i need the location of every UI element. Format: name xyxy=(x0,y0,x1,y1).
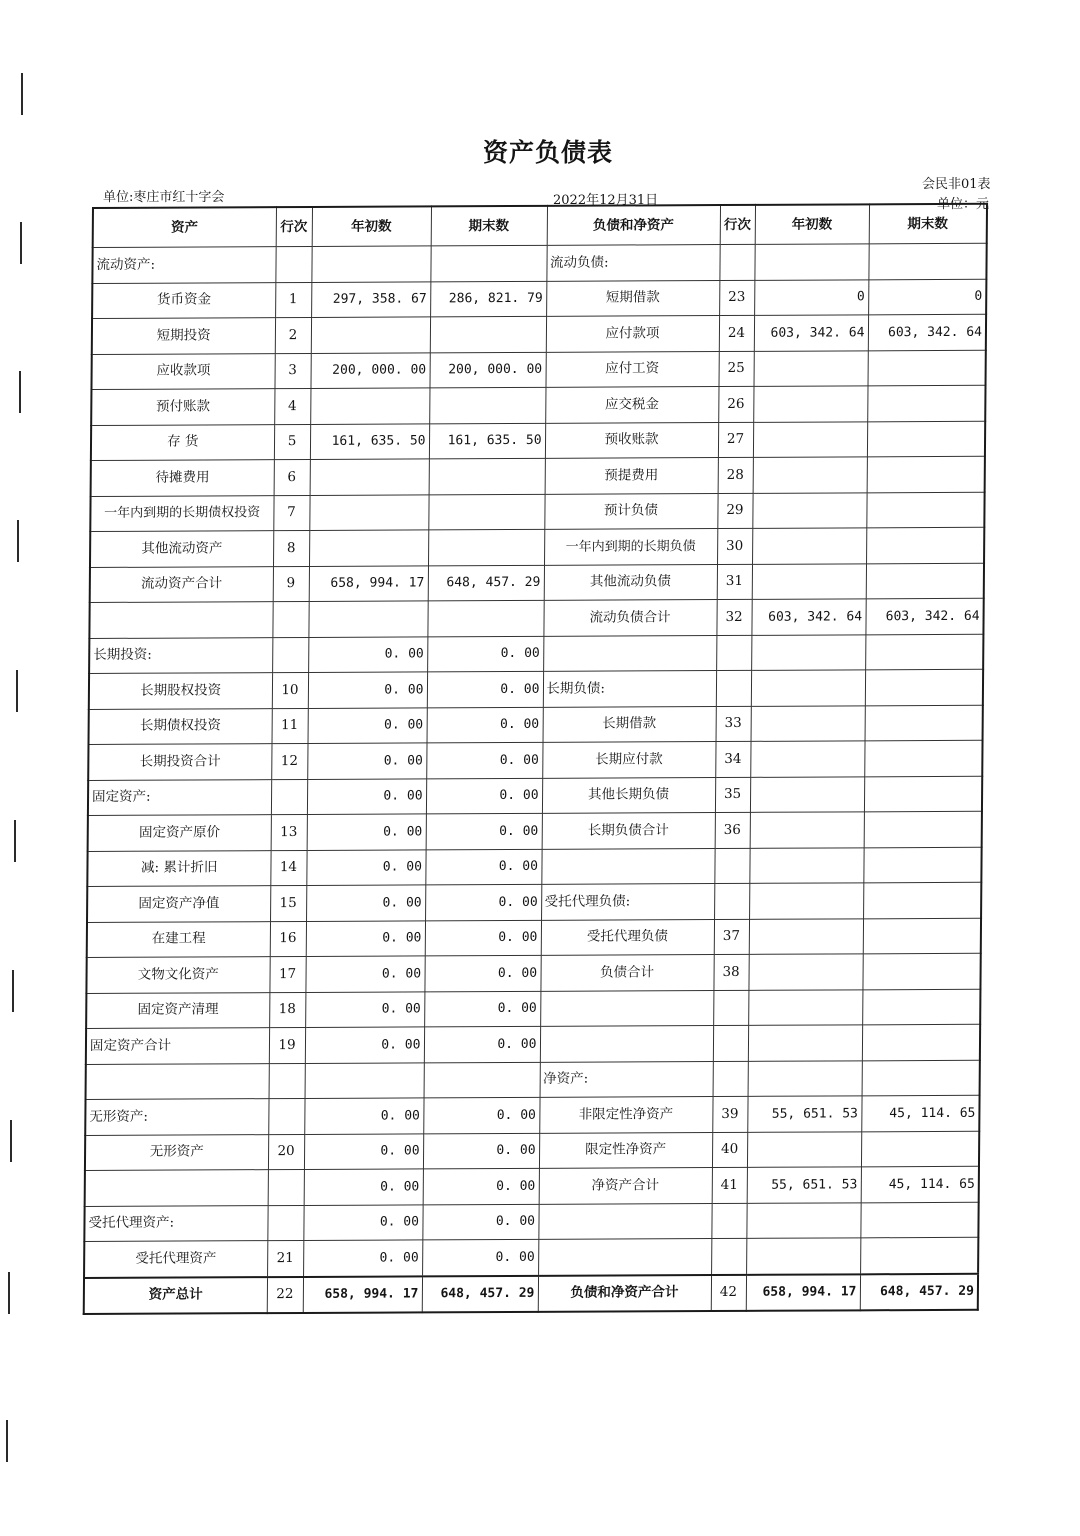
liability-name: 受托代理负债: xyxy=(541,884,714,920)
asset-begin-amount: 0. 00 xyxy=(306,920,425,956)
liability-begin-amount xyxy=(746,1238,860,1275)
liability-row-no: 27 xyxy=(718,422,753,458)
asset-name: 流动资产合计 xyxy=(90,566,273,602)
col-header-liability: 负债和净资产 xyxy=(547,205,720,245)
asset-end-amount: 0. 00 xyxy=(425,849,541,885)
liability-name: 预计负债 xyxy=(544,493,717,529)
table-row xyxy=(92,243,986,283)
liability-name: 预提费用 xyxy=(545,458,718,494)
liability-name: 受托代理负债 xyxy=(541,919,714,955)
table-row xyxy=(91,385,985,425)
liability-begin-amount xyxy=(748,989,862,1025)
col-header-row-no: 行次 xyxy=(276,207,312,247)
asset-end-amount: 0. 00 xyxy=(426,778,542,814)
liability-end-amount xyxy=(863,882,981,918)
liability-row-no xyxy=(713,1061,748,1097)
liability-name: 其他流动负债 xyxy=(544,564,717,600)
liability-name: 净资产合计 xyxy=(539,1168,712,1204)
asset-row-no: 20 xyxy=(268,1134,304,1170)
currency-unit: 单位：元 xyxy=(937,197,990,212)
asset-end-amount: 0. 00 xyxy=(422,1204,538,1240)
liability-end-amount xyxy=(868,350,986,386)
liability-row-no: 33 xyxy=(716,706,751,742)
asset-end-amount: 161, 635. 50 xyxy=(429,423,545,459)
asset-end-amount: 200, 000. 00 xyxy=(429,352,545,388)
asset-row-no: 19 xyxy=(269,1027,305,1063)
liability-begin-amount xyxy=(754,350,868,386)
asset-begin-amount: 0. 00 xyxy=(306,849,425,885)
liability-end-amount xyxy=(864,811,982,847)
asset-name xyxy=(85,1170,268,1206)
table-row xyxy=(89,634,983,674)
liability-name xyxy=(543,635,716,671)
binding-mark xyxy=(19,371,21,413)
liability-row-no xyxy=(714,883,749,919)
asset-begin-amount xyxy=(310,388,429,424)
liability-end-amount xyxy=(860,1202,978,1238)
liability-begin-amount xyxy=(753,421,867,457)
asset-row-no: 15 xyxy=(270,885,306,921)
liability-name: 流动负债: xyxy=(546,245,719,281)
liability-end-amount xyxy=(866,563,984,599)
asset-begin-amount: 0. 00 xyxy=(306,885,425,921)
binding-mark xyxy=(17,520,19,562)
col-header-asset: 资产 xyxy=(93,207,276,247)
asset-end-amount: 0. 00 xyxy=(423,1133,539,1169)
asset-begin-amount: 0. 00 xyxy=(305,1027,424,1063)
asset-begin-amount: 0. 00 xyxy=(307,814,426,850)
asset-row-no: 18 xyxy=(269,992,305,1028)
liability-end-amount xyxy=(862,1024,980,1060)
asset-end-amount: 0. 00 xyxy=(426,742,542,778)
asset-name: 长期投资: xyxy=(89,637,272,673)
liability-name xyxy=(538,1239,711,1276)
asset-name: 固定资产合计 xyxy=(86,1028,269,1064)
asset-begin-amount: 0. 00 xyxy=(308,707,427,743)
liability-begin-amount: 55, 651. 53 xyxy=(747,1096,861,1132)
col-header-begin: 年初数 xyxy=(312,206,431,246)
liability-row-no: 23 xyxy=(719,280,754,316)
asset-end-amount: 0. 00 xyxy=(424,1026,540,1062)
liability-name: 负债和净资产合计 xyxy=(538,1275,711,1312)
binding-mark xyxy=(16,670,18,712)
asset-name: 一年内到期的长期债权投资 xyxy=(90,495,273,531)
liability-row-no: 41 xyxy=(712,1167,747,1203)
liability-begin-amount xyxy=(748,954,862,990)
asset-end-amount: 0. 00 xyxy=(426,813,542,849)
liability-end-amount xyxy=(866,492,984,528)
table-row xyxy=(90,492,984,532)
asset-name: 预付账款 xyxy=(91,389,274,425)
asset-begin-amount: 0. 00 xyxy=(305,956,424,992)
asset-row-no: 14 xyxy=(270,850,306,886)
liability-begin-amount xyxy=(751,670,865,706)
binding-mark xyxy=(14,820,16,862)
liability-name: 净资产: xyxy=(540,1061,713,1097)
balance-sheet-table xyxy=(83,203,988,1315)
asset-row-no: 4 xyxy=(274,388,310,424)
asset-name: 无形资产 xyxy=(85,1134,268,1170)
asset-name: 无形资产: xyxy=(85,1099,268,1135)
asset-row-no: 13 xyxy=(271,814,307,850)
table-row xyxy=(86,1060,980,1100)
asset-row-no: 10 xyxy=(272,672,308,708)
liability-row-no: 24 xyxy=(719,315,754,351)
liability-name: 长期借款 xyxy=(543,706,716,742)
liability-begin-amount xyxy=(748,1060,862,1096)
asset-begin-amount: 0. 00 xyxy=(304,1133,423,1169)
liability-end-amount xyxy=(864,776,982,812)
asset-name: 长期股权投资 xyxy=(89,673,272,709)
liability-end-amount xyxy=(864,740,982,776)
table-row xyxy=(87,847,981,887)
asset-begin-amount: 0. 00 xyxy=(307,778,426,814)
asset-name: 固定资产净值 xyxy=(87,886,270,922)
asset-name: 文物文化资产 xyxy=(86,957,269,993)
asset-end-amount xyxy=(427,600,543,636)
liability-end-amount xyxy=(867,456,985,492)
liability-row-no xyxy=(716,635,751,671)
asset-begin-amount: 658, 994. 17 xyxy=(303,1276,422,1313)
liability-row-no: 35 xyxy=(715,777,750,813)
asset-end-amount: 0. 00 xyxy=(427,671,543,707)
asset-end-amount: 0. 00 xyxy=(424,955,540,991)
liability-row-no: 32 xyxy=(716,599,751,635)
liability-name: 预收账款 xyxy=(545,422,718,458)
asset-row-no: 7 xyxy=(273,495,309,531)
asset-begin-amount xyxy=(309,494,428,530)
asset-begin-amount xyxy=(311,246,430,282)
liability-end-amount xyxy=(866,527,984,563)
asset-begin-amount: 0. 00 xyxy=(305,991,424,1027)
table-row xyxy=(86,953,980,993)
asset-row-no: 9 xyxy=(273,566,309,602)
binding-mark xyxy=(20,222,22,264)
asset-begin-amount: 0. 00 xyxy=(304,1169,423,1205)
asset-end-amount xyxy=(430,316,546,352)
liability-begin-amount xyxy=(750,776,864,812)
asset-begin-amount: 0. 00 xyxy=(308,672,427,708)
col-header-row-no-right: 行次 xyxy=(720,205,755,245)
asset-row-no: 6 xyxy=(274,459,310,495)
liability-end-amount xyxy=(865,705,983,741)
liability-row-no: 30 xyxy=(717,528,752,564)
asset-name: 固定资产: xyxy=(88,779,271,815)
asset-end-amount xyxy=(424,1062,540,1098)
asset-begin-amount xyxy=(310,459,429,495)
asset-end-amount xyxy=(429,458,545,494)
liability-begin-amount xyxy=(752,492,866,528)
asset-name: 长期债权投资 xyxy=(88,708,271,744)
liability-name xyxy=(540,990,713,1026)
liability-row-no xyxy=(716,670,751,706)
asset-end-amount: 0. 00 xyxy=(424,991,540,1027)
form-code: 会民非01表 xyxy=(922,177,991,192)
liability-end-amount xyxy=(865,634,983,670)
asset-row-no: 17 xyxy=(269,956,305,992)
table-row xyxy=(86,1024,980,1064)
liability-row-no: 34 xyxy=(715,741,750,777)
liability-name xyxy=(541,848,714,884)
asset-name: 固定资产清理 xyxy=(86,992,269,1028)
liability-row-no: 39 xyxy=(712,1096,747,1132)
liability-begin-amount xyxy=(751,705,865,741)
asset-end-amount: 0. 00 xyxy=(425,884,541,920)
liability-begin-amount xyxy=(751,634,865,670)
liability-end-amount: 648, 457. 29 xyxy=(860,1273,978,1310)
liability-row-no: 28 xyxy=(718,457,753,493)
liability-name: 应付款项 xyxy=(546,316,719,352)
asset-name xyxy=(86,1063,269,1099)
liability-begin-amount xyxy=(750,812,864,848)
asset-end-amount: 0. 00 xyxy=(427,707,543,743)
table-row xyxy=(92,314,986,354)
liability-end-amount xyxy=(868,243,986,279)
liability-end-amount xyxy=(860,1237,978,1274)
table-row xyxy=(85,1095,979,1135)
table-row xyxy=(85,1131,979,1171)
asset-name: 受托代理资产: xyxy=(84,1205,267,1241)
asset-begin-amount: 297, 358. 67 xyxy=(311,281,430,317)
asset-name: 存 货 xyxy=(91,424,274,460)
liability-name: 限定性净资产 xyxy=(539,1132,712,1168)
liability-row-no xyxy=(719,244,754,280)
table-row xyxy=(87,882,981,922)
liability-end-amount: 603, 342. 64 xyxy=(868,314,986,350)
liability-row-no: 25 xyxy=(719,351,754,387)
asset-begin-amount: 200, 000. 00 xyxy=(310,352,429,388)
asset-end-amount xyxy=(429,387,545,423)
page-title: 资产负债表 xyxy=(482,138,613,167)
liability-row-no xyxy=(711,1238,746,1274)
asset-row-no xyxy=(267,1205,303,1241)
asset-begin-amount: 161, 635. 50 xyxy=(310,423,429,459)
asset-row-no xyxy=(275,246,311,282)
asset-name: 受托代理资产 xyxy=(84,1241,267,1278)
liability-name: 长期应付款 xyxy=(542,742,715,778)
liability-row-no: 37 xyxy=(714,919,749,955)
asset-end-amount: 648, 457. 29 xyxy=(428,565,544,601)
table-row xyxy=(90,563,984,603)
binding-mark xyxy=(21,73,23,115)
liability-row-no xyxy=(711,1203,746,1239)
table-row xyxy=(89,598,983,638)
liability-begin-amount: 603, 342. 64 xyxy=(751,599,865,635)
col-header-end-right: 期末数 xyxy=(869,204,987,244)
liability-end-amount xyxy=(862,953,980,989)
liability-begin-amount xyxy=(747,1131,861,1167)
asset-name xyxy=(89,602,272,638)
liability-begin-amount: 0 xyxy=(754,279,868,315)
asset-begin-amount: 0. 00 xyxy=(303,1240,422,1277)
asset-row-no: 22 xyxy=(267,1276,303,1313)
liability-begin-amount: 55, 651. 53 xyxy=(747,1167,861,1203)
binding-mark xyxy=(8,1272,10,1314)
asset-begin-amount xyxy=(311,317,430,353)
liability-end-amount: 45, 114. 65 xyxy=(861,1166,979,1202)
table-row xyxy=(92,279,986,319)
asset-name: 货币资金 xyxy=(92,282,275,318)
liability-name xyxy=(538,1203,711,1239)
asset-begin-amount: 658, 994. 17 xyxy=(309,565,428,601)
asset-row-no xyxy=(272,637,308,673)
table-row xyxy=(91,456,985,496)
asset-row-no: 3 xyxy=(274,353,310,389)
binding-mark xyxy=(6,1420,8,1462)
table-row xyxy=(88,740,982,780)
asset-end-amount: 286, 821. 79 xyxy=(430,281,546,317)
liability-row-no xyxy=(713,990,748,1026)
asset-name: 固定资产原价 xyxy=(88,815,271,851)
table-row xyxy=(91,421,985,461)
table-row xyxy=(86,989,980,1029)
asset-begin-amount: 0. 00 xyxy=(303,1204,422,1240)
asset-name: 在建工程 xyxy=(87,921,270,957)
table-header-row xyxy=(93,204,987,248)
asset-row-no xyxy=(272,601,308,637)
liability-row-no: 40 xyxy=(712,1132,747,1168)
liability-end-amount: 603, 342. 64 xyxy=(865,598,983,634)
reporting-unit: 单位:枣庄市红十字会 xyxy=(103,190,225,205)
liability-row-no xyxy=(714,848,749,884)
liability-name: 非限定性净资产 xyxy=(539,1097,712,1133)
liability-begin-amount: 603, 342. 64 xyxy=(754,315,868,351)
asset-begin-amount: 0. 00 xyxy=(308,636,427,672)
liability-end-amount xyxy=(862,989,980,1025)
asset-begin-amount xyxy=(309,530,428,566)
asset-row-no: 12 xyxy=(271,743,307,779)
liability-name: 一年内到期的长期负债 xyxy=(544,529,717,565)
liability-name xyxy=(540,1026,713,1062)
liability-begin-amount: 658, 994. 17 xyxy=(746,1274,860,1311)
liability-end-amount: 45, 114. 65 xyxy=(861,1095,979,1131)
liability-begin-amount xyxy=(754,244,868,280)
liability-end-amount xyxy=(861,1131,979,1167)
asset-end-amount: 0. 00 xyxy=(423,1097,539,1133)
liability-name: 长期负债合计 xyxy=(542,813,715,849)
liability-row-no: 38 xyxy=(713,954,748,990)
liability-end-amount xyxy=(865,669,983,705)
table-row xyxy=(85,1166,979,1206)
asset-name: 其他流动资产 xyxy=(90,531,273,567)
table-row xyxy=(90,527,984,567)
asset-name: 减: 累计折旧 xyxy=(87,850,270,886)
liability-end-amount xyxy=(863,847,981,883)
liability-name: 其他长期负债 xyxy=(542,777,715,813)
table-row xyxy=(88,811,982,851)
liability-end-amount: 0 xyxy=(868,279,986,315)
asset-row-no: 8 xyxy=(273,530,309,566)
report-date: 2022年12月31日 xyxy=(553,193,659,208)
liability-name: 长期负债: xyxy=(543,671,716,707)
liability-row-no: 29 xyxy=(717,493,752,529)
liability-name: 应付工资 xyxy=(545,351,718,387)
asset-end-amount xyxy=(428,494,544,530)
table-row xyxy=(88,776,982,816)
asset-end-amount: 0. 00 xyxy=(422,1239,538,1276)
liability-name: 应交税金 xyxy=(545,387,718,423)
asset-end-amount xyxy=(430,245,546,281)
liability-row-no xyxy=(713,1025,748,1061)
asset-name: 短期投资 xyxy=(92,318,275,354)
asset-row-no: 21 xyxy=(267,1240,303,1276)
asset-row-no xyxy=(268,1169,304,1205)
table-row xyxy=(84,1202,978,1242)
binding-mark xyxy=(12,970,14,1012)
asset-row-no: 16 xyxy=(270,921,306,957)
table-row xyxy=(87,918,981,958)
liability-end-amount xyxy=(862,1060,980,1096)
table-row xyxy=(84,1237,978,1277)
asset-name: 长期投资合计 xyxy=(88,744,271,780)
liability-begin-amount xyxy=(749,883,863,919)
table-row xyxy=(91,350,985,390)
asset-row-no: 11 xyxy=(272,708,308,744)
liability-end-amount xyxy=(867,421,985,457)
asset-name: 应收款项 xyxy=(91,353,274,389)
asset-begin-amount: 0. 00 xyxy=(304,1098,423,1134)
asset-end-amount xyxy=(428,529,544,565)
liability-end-amount xyxy=(867,385,985,421)
liability-name: 流动负债合计 xyxy=(543,600,716,636)
asset-end-amount: 0. 00 xyxy=(425,920,541,956)
liability-row-no: 42 xyxy=(711,1274,746,1311)
asset-name: 资产总计 xyxy=(84,1277,267,1314)
table-row xyxy=(88,705,982,745)
table-row xyxy=(89,669,983,709)
liability-begin-amount xyxy=(749,847,863,883)
asset-end-amount: 648, 457. 29 xyxy=(422,1275,538,1312)
liability-row-no: 36 xyxy=(715,812,750,848)
liability-begin-amount xyxy=(746,1202,860,1238)
asset-begin-amount: 0. 00 xyxy=(307,743,426,779)
asset-name: 待摊费用 xyxy=(91,460,274,496)
col-header-begin-right: 年初数 xyxy=(755,204,869,244)
binding-mark xyxy=(10,1120,12,1162)
liability-end-amount xyxy=(863,918,981,954)
asset-row-no: 5 xyxy=(274,424,310,460)
liability-begin-amount xyxy=(752,528,866,564)
asset-row-no: 1 xyxy=(275,282,311,318)
asset-begin-amount xyxy=(305,1062,424,1098)
asset-end-amount: 0. 00 xyxy=(423,1168,539,1204)
liability-begin-amount xyxy=(753,386,867,422)
col-header-end: 期末数 xyxy=(431,206,547,246)
liability-name: 短期借款 xyxy=(546,280,719,316)
liability-begin-amount xyxy=(748,1025,862,1061)
table-row xyxy=(84,1273,978,1314)
liability-begin-amount xyxy=(749,918,863,954)
asset-name: 流动资产: xyxy=(92,247,275,283)
liability-name: 负债合计 xyxy=(540,955,713,991)
asset-begin-amount xyxy=(308,601,427,637)
asset-row-no xyxy=(271,779,307,815)
liability-begin-amount xyxy=(750,741,864,777)
asset-row-no xyxy=(268,1098,304,1134)
balance-sheet xyxy=(83,203,986,1328)
asset-row-no xyxy=(269,1063,305,1099)
liability-begin-amount xyxy=(752,563,866,599)
asset-end-amount: 0. 00 xyxy=(427,636,543,672)
asset-row-no: 2 xyxy=(275,317,311,353)
liability-begin-amount xyxy=(753,457,867,493)
liability-row-no: 31 xyxy=(717,564,752,600)
liability-row-no: 26 xyxy=(718,386,753,422)
